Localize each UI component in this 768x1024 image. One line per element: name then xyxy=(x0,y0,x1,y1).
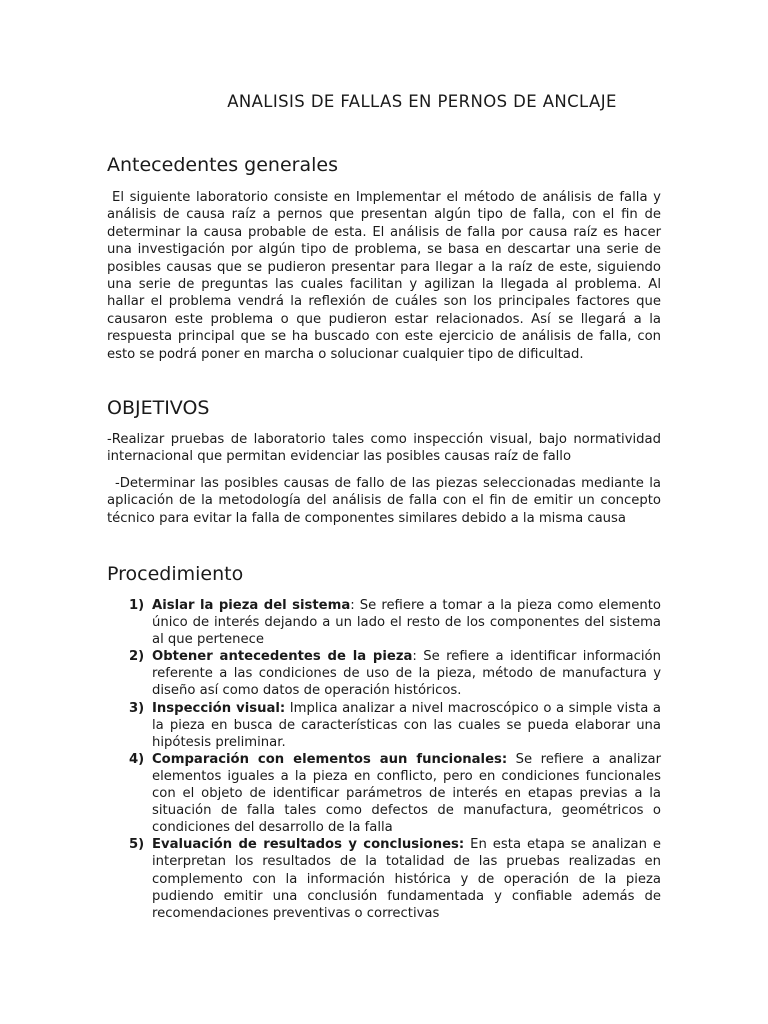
procedimiento-step xyxy=(107,700,661,751)
procedimiento-step xyxy=(107,597,661,648)
step-label: Evaluación de resultados y conclusiones: xyxy=(152,837,465,853)
step-label: Inspección visual: xyxy=(152,700,286,716)
procedimiento-step xyxy=(107,648,661,699)
step-label: Comparación con elementos aun funcionales: xyxy=(152,751,508,767)
step-number: 1) xyxy=(129,598,145,613)
antecedentes-heading: Antecedentes generales xyxy=(107,154,338,176)
document-title: ANALISIS DE FALLAS EN PERNOS DE ANCLAJE xyxy=(227,92,617,111)
step-number: 3) xyxy=(129,700,145,716)
antecedentes-paragraph: El siguiente laboratorio consiste en Implementar el método de análisis de falla y análisis de causa raíz a pernos que presentan algún tipo de falla, con el fin de determinar la causa probable de esta. El análisis de falla por causa raíz es hacer una investigación por algún tipo de problema, se basa en descartar una serie de posibles causas que se pudieron presentar para llegar a la raíz de este, siguiendo una serie de preguntas las cuales facilitan y agilizan la llegada al problema. Al hallar el problema vendrá la reflexión de cuáles son los principales factores que causaron este problema o que pudieron estar relacionados. Así se llegará a la respuesta principal que se ha buscado con este ejercicio de análisis de falla, con esto se podrá poner en marcha o solucionar cualquier tipo de dificultad. xyxy=(107,190,661,362)
step-text: : Se refiere a identificar información referente a las condiciones de uso de la pieza, método de manufactura y diseño así como datos de operación históricos. xyxy=(152,649,661,699)
procedimiento-step xyxy=(107,836,661,921)
step-number: 2) xyxy=(129,649,145,665)
objetivo-item-2: -Determinar las posibles causas de fallo de las piezas seleccionadas mediante la aplicación de la metodología del análisis de falla con el fin de emitir un concepto técnico para evitar la falla de componentes similares debido a la misma causa xyxy=(107,476,661,526)
procedimiento-heading: Procedimiento xyxy=(107,563,244,585)
objetivos-heading: OBJETIVOS xyxy=(107,397,210,419)
step-number: 4) xyxy=(129,751,145,767)
objetivo-item-1: -Realizar pruebas de laboratorio tales como inspección visual, bajo normatividad internacional que permitan evidenciar las posibles causas raíz de fallo xyxy=(107,432,661,465)
step-number: 5) xyxy=(129,837,145,853)
step-text: Se refiere a analizar elementos iguales a la pieza en conflicto, pero en condiciones funcionales con el objeto de identificar parámetros de interés en etapas previas a la situación de falla tales como defectos de manufactura, geométricos o condiciones del desarrollo de la falla xyxy=(152,751,661,836)
step-label: Aislar la pieza del sistema xyxy=(152,598,351,613)
step-text: : Se refiere a tomar a la pieza como elemento único de interés dejando a un lado el resto de los componentes del sistema al que pertenece xyxy=(152,598,661,648)
procedimiento-steps xyxy=(107,597,661,922)
procedimiento-step xyxy=(107,751,661,836)
step-text: En esta etapa se analizan e interpretan los resultados de la totalidad de las pruebas realizadas en complemento con la información histórica y de operación de la pieza pudiendo emitir una conclusión fundamentada y confiable además de recomendaciones preventivas o correctivas xyxy=(152,837,662,921)
step-label: Obtener antecedentes de la pieza xyxy=(152,649,413,665)
step-text: Implica analizar a nivel macroscópico o a simple vista a la pieza en busca de características con las cuales se pueda elaborar una hipótesis preliminar. xyxy=(152,700,661,750)
